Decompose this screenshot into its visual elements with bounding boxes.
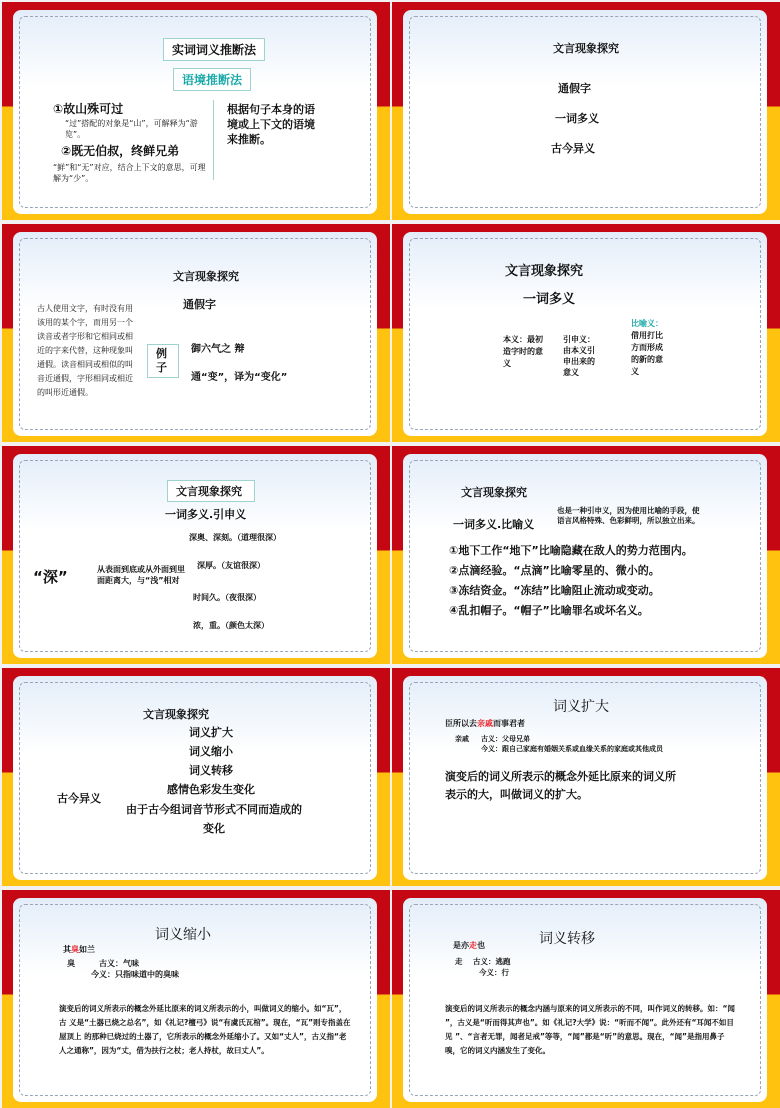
quote-sentence <box>445 718 525 729</box>
example-1: ①故山殊可过 <box>53 102 124 116</box>
slide-title: 词义缩小 <box>155 927 211 943</box>
quote-part: 臣所以去 <box>445 719 477 728</box>
keyword: “深” <box>33 568 68 586</box>
example-2: 通“变”，译为“变化” <box>191 372 288 383</box>
slide-panel <box>403 232 767 436</box>
column-yinshenyi: 引申义：由本义引申出来的意义 <box>563 335 595 377</box>
slide-5[interactable] <box>2 446 390 664</box>
quote-part: 如兰 <box>79 945 95 954</box>
slide-7[interactable] <box>2 668 390 886</box>
modern-meaning: 今义：跟自己家庭有婚姻关系或血缘关系的家庭或其他成员 <box>481 745 663 753</box>
slide-panel <box>13 676 377 880</box>
example-2-note: “鲜”和“无”对应，结合上下文的意思，可理解为“少”。 <box>53 163 206 183</box>
slide-title: 文言现象探究 <box>553 42 619 55</box>
list-item: ④乱扣帽子。“帽子”比喻罪名或坏名义。 <box>449 604 649 617</box>
quote-part: 而事君者 <box>493 719 525 728</box>
definition-text: 演变后的词义所表示的概念外延比原来的词义所表示的大，叫做词义的扩大。 <box>445 770 676 801</box>
slide-panel <box>13 898 377 1102</box>
slide-1[interactable] <box>2 2 390 220</box>
quote-sentence <box>63 944 95 955</box>
slide-title: 文言现象探究 <box>461 486 527 499</box>
list-item: ③冻结资金。“冻结”比喻阻止流动或变动。 <box>449 584 660 597</box>
example-1-note: “过”搭配的对象是“山”，可解释为“游览”。 <box>65 119 198 139</box>
keyword: 亲戚 <box>455 735 469 743</box>
example-tag: 例子 <box>147 344 179 378</box>
slide-panel <box>13 10 377 214</box>
body-text: 演变后的词义所表示的概念外延比原来的词义所表示的小，叫做词义的缩小。如“瓦”，古 义是“土器已烧之总名”，如《礼记?檀弓》说“有虞氏瓦棺”。现在，“瓦”则专指盖在屋顶上 的那种已烧过的土器了，它所表示的概念外延缩小了。又如“丈人”，古义指“老人之通称”，因为“丈，借为扶行之杖；老人持杖，故曰丈人”。 <box>59 1004 351 1055</box>
quote-part: 是亦 <box>453 941 469 950</box>
slide-3[interactable] <box>2 224 390 442</box>
quote-keyword: 走 <box>469 941 477 950</box>
slide-2[interactable] <box>392 2 780 220</box>
quote-sentence <box>453 940 485 951</box>
example-1: 御六气之 辩 <box>191 344 245 355</box>
slide-panel <box>403 454 767 658</box>
slide-title: 文言现象探究 <box>173 270 239 283</box>
slide-subtitle: 语境推断法 <box>173 68 251 91</box>
slide-panel <box>13 454 377 658</box>
slide-6[interactable] <box>392 446 780 664</box>
divider-line <box>213 100 214 180</box>
slide-panel <box>403 676 767 880</box>
meaning-2: 深厚。（友谊很深） <box>197 561 265 570</box>
column-biyuyi-label: 比喻义： <box>631 319 663 328</box>
meaning-3: 时间久。（夜很深） <box>193 593 261 602</box>
slide-title: 词义转移 <box>539 931 595 947</box>
list-item: 词义转移 <box>189 764 233 777</box>
slide-title: 文言现象探究 <box>505 264 584 279</box>
slide-subtitle: 一词多义.比喻义 <box>453 518 535 531</box>
keyword: 臭 <box>67 959 75 968</box>
slide-title: 文言现象探究 <box>143 708 209 721</box>
quote-keyword: 亲戚 <box>477 719 493 728</box>
slide-subtitle: 通假字 <box>183 298 216 311</box>
modern-meaning: 今义：只指味道中的臭味 <box>91 970 179 979</box>
list-item: ①地下工作“地下”比喻隐藏在敌人的势力范围内。 <box>449 544 693 557</box>
method-description: 根据句子本身的语境或上下文的语境来推断。 <box>227 103 315 146</box>
list-item: 由于古今组词音节形式不同而造成的变化 <box>126 803 302 835</box>
list-item: 一词多义 <box>555 112 599 125</box>
body-text: 演变后的词义所表示的概念内涵与原来的词义所表示的不同，叫作词义的转移。如：“闻 ”，古义是“听而得其声也”。如《礼记?大学》说：“听而不闻”。此外还有“耳闻不如目见 ”、“言者无罪，闻者足戒”等等，“闻”都是“听”的意思。现在，“闻”是指用鼻子嗅，它的词义内涵发生了变化。 <box>445 1004 735 1055</box>
list-item: ②点滴经验。“点滴”比喻零星的、微小的。 <box>449 564 660 577</box>
keyword-description: 从表面到底或从外面到里面距离大，与“浅”相对 <box>97 565 185 585</box>
list-item: 通假字 <box>558 82 591 95</box>
biyuyi-note: 也是一种引申义，因为使用比喻的手段，使语言风格特殊、色彩鲜明，所以独立出来。 <box>557 506 700 525</box>
slide-9[interactable] <box>2 890 390 1108</box>
ancient-meaning: 古义：逃跑 <box>473 957 511 966</box>
example-2: ②既无伯叔，终鲜兄弟 <box>61 144 180 158</box>
slide-subtitle: 一词多义.引申义 <box>165 508 247 521</box>
slide-subtitle: 一词多义 <box>523 292 576 307</box>
ancient-meaning: 古义：父母兄弟 <box>481 735 530 743</box>
column-biyuyi: 借用打比方而形成的新的意义 <box>631 331 663 376</box>
modern-meaning: 今义：行 <box>479 968 509 977</box>
column-benyi: 本义：最初造字时的意义 <box>503 335 543 368</box>
slide-10[interactable] <box>392 890 780 1108</box>
slide-title: 文言现象探究 <box>167 480 255 502</box>
list-item: 词义缩小 <box>189 745 233 758</box>
slide-panel <box>403 10 767 214</box>
list-item: 词义扩大 <box>189 726 233 739</box>
definition-text: 古人使用文字，有时没有用该用的某个字，而用另一个读音或者字形和它相同或相近的字来代替，这种现象叫通假。读音相同或相似的叫音近通假，字形相同或相近的叫形近通假。 <box>37 304 133 397</box>
quote-part: 其 <box>63 945 71 954</box>
ancient-meaning: 古义：气味 <box>99 959 139 968</box>
meaning-4: 浓，重。（颜色太深） <box>193 621 269 630</box>
slide-4[interactable] <box>392 224 780 442</box>
slide-title: 词义扩大 <box>553 699 609 715</box>
quote-keyword: 臭 <box>71 945 79 954</box>
category-label: 古今异义 <box>57 792 101 805</box>
keyword: 走 <box>455 957 463 966</box>
meaning-1: 深奥、深刻。（道理很深） <box>189 533 281 542</box>
list-item: 感情色彩发生变化 <box>167 783 255 796</box>
list-item: 古今异义 <box>551 142 595 155</box>
slide-panel <box>13 232 377 436</box>
slide-title: 实词词义推断法 <box>163 38 265 61</box>
slide-8[interactable] <box>392 668 780 886</box>
quote-part: 也 <box>477 941 485 950</box>
slide-panel <box>403 898 767 1102</box>
